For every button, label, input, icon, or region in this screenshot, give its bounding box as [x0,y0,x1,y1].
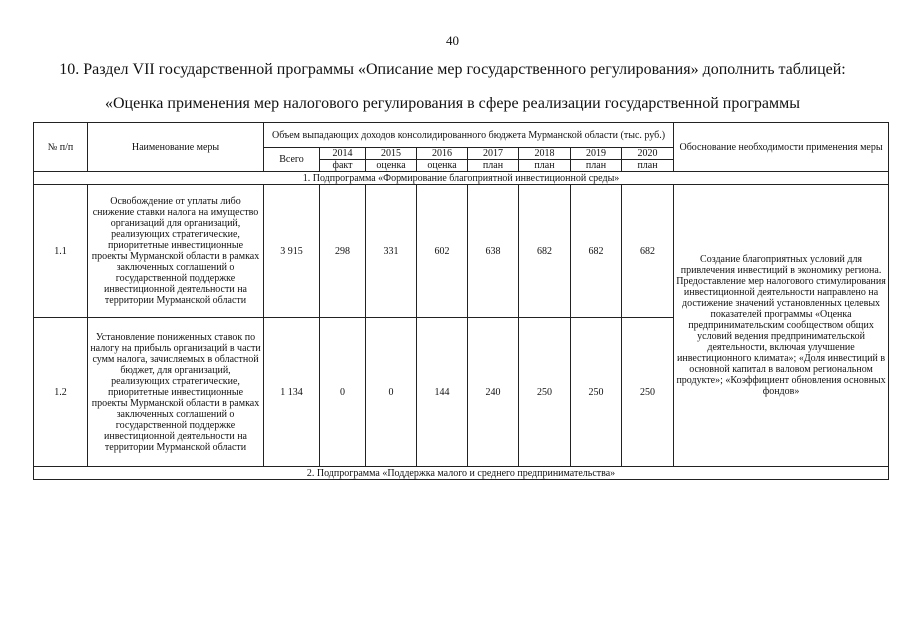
page-number: 40 [446,33,459,48]
year-value: 682 [571,185,622,318]
year-value: 250 [622,318,674,467]
header-year-type: оценка [417,160,468,172]
measure-basis: Создание благоприятных условий для привлечения инвестиций в экономику региона. Предоставление мер налогового стимулирования инвестиционной деятельности направлено на достижение значений установленных целевых показателей программы «Оценка предпринимательским сообществом общих условий ведения предпринимательской деятельности, включая улучшение инвестиционного климата»; «Доля инвестиций в основной капитал в валовом региональном продукте»; «Коэффициент обновления основных фондов» [674,185,889,467]
year-value: 240 [468,318,519,467]
header-budget-volume: Объем выпадающих доходов консолидированного бюджета Мурманской области (тыс. руб.) [264,123,674,148]
header-num: № п/п [34,123,88,172]
header-measure-name: Наименование меры [88,123,264,172]
section-row [34,172,889,185]
header-year: 2018 [519,148,571,160]
header-basis: Обоснование необходимости применения меры [674,123,889,172]
header-year-type: план [622,160,674,172]
year-value: 0 [320,318,366,467]
document-heading: 10. Раздел VII государственной программы «Описание мер государственного регулирования» дополнить таблицей: [59,61,846,78]
section-row [34,467,889,480]
row-number: 1.2 [34,318,88,467]
header-total: Всего [264,148,320,172]
year-value: 298 [320,185,366,318]
year-value: 682 [622,185,674,318]
header-year-type: факт [320,160,366,172]
year-value: 250 [519,318,571,467]
header-year-type: план [519,160,571,172]
measure-name: Освобождение от уплаты либо снижение ставки налога на имущество организаций для организаций, реализующих стратегические, приоритетные инвестиционные проекты Мурманской области в рамках заключенных соглашений о государственной поддержке инвестиционной деятельности на территории Мурманской области [88,185,264,318]
row-number: 1.1 [34,185,88,318]
total-value: 3 915 [264,185,320,318]
total-value: 1 134 [264,318,320,467]
year-value: 331 [366,185,417,318]
year-value: 602 [417,185,468,318]
year-value: 0 [366,318,417,467]
header-year: 2014 [320,148,366,160]
header-year: 2020 [622,148,674,160]
header-year-type: оценка [366,160,417,172]
header-year: 2017 [468,148,519,160]
section-title: 2. Подпрограмма «Поддержка малого и среднего предпринимательства» [34,467,889,480]
measure-name: Установление пониженных ставок по налогу на прибыль организаций в части сумм налога, зачисляемых в областной бюджет, для организаций, реализующих стратегические, приоритетные инвестиционные проекты Мурманской области в рамках заключенных соглашений о государственной поддержке инвестиционной деятельности на территории Мурманской области [88,318,264,467]
header-year-type: план [571,160,622,172]
tax-measures-table [33,122,889,480]
header-year: 2016 [417,148,468,160]
section-title: 1. Подпрограмма «Формирование благоприятной инвестиционной среды» [34,172,889,185]
year-value: 250 [571,318,622,467]
header-year: 2019 [571,148,622,160]
table-row [34,185,889,318]
header-year-type: план [468,160,519,172]
year-value: 638 [468,185,519,318]
year-value: 682 [519,185,571,318]
table-title: «Оценка применения мер налогового регулирования в сфере реализации государственной программы [104,95,800,112]
header-year: 2015 [366,148,417,160]
year-value: 144 [417,318,468,467]
